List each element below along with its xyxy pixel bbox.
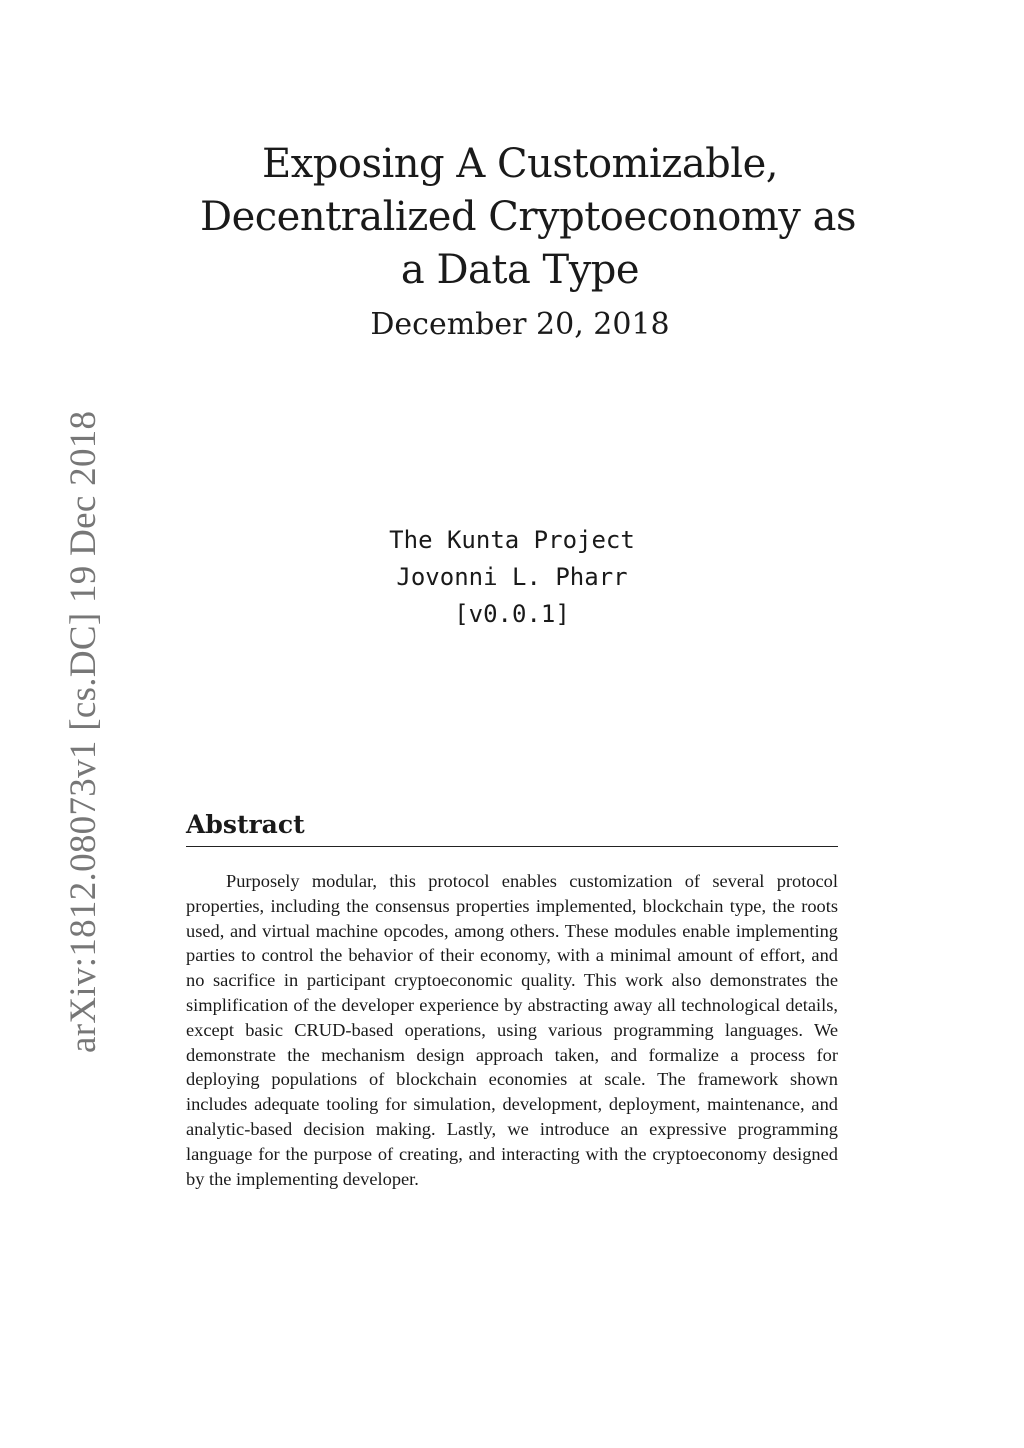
version-label: [v0.0.1] bbox=[454, 600, 570, 628]
abstract-heading: Abstract bbox=[186, 808, 838, 847]
title-block bbox=[200, 138, 856, 345]
title-line-1: Exposing A Customizable, bbox=[262, 141, 778, 187]
abstract-body: Purposely modular, this protocol enables customization of several protocol properties, including the consensus properties implemented, blockchain type, the roots used, and virtual machine opcodes, among others. These modules enable implementing parties to control the behavior of their economy, with a minimal amount of effort, and no sacrifice in participant cryptoeconomic quality. This work also demonstrates the simplification of the developer experience by abstracting away all technological details, except basic CRUD-based operations, using various programming languages. We demonstrate the mechanism design approach taken, and formalize a process for deploying populations of blockchain economies at scale. The framework shown includes adequate tooling for simulation, development, deployment, maintenance, and analytic-based decision making. Lastly, we introduce an expressive programming language for the purpose of creating, and interacting with the cryptoeconomy designed by the implementing developer. bbox=[186, 871, 838, 1189]
title-line-3: a Data Type bbox=[400, 247, 640, 293]
arxiv-identifier: arXiv:1812.08073v1 [cs.DC] 19 Dec 2018 bbox=[63, 410, 104, 1053]
author-name: Jovonni L. Pharr bbox=[396, 563, 628, 591]
author-block bbox=[312, 522, 712, 633]
paper-date: December 20, 2018 bbox=[370, 307, 670, 342]
project-name: The Kunta Project bbox=[389, 526, 635, 554]
arxiv-side-stamp bbox=[18, 410, 104, 1053]
paper-title bbox=[200, 138, 856, 297]
title-line-2: Decentralized Cryptoeconomy as bbox=[200, 194, 856, 240]
abstract-section bbox=[186, 808, 838, 1210]
